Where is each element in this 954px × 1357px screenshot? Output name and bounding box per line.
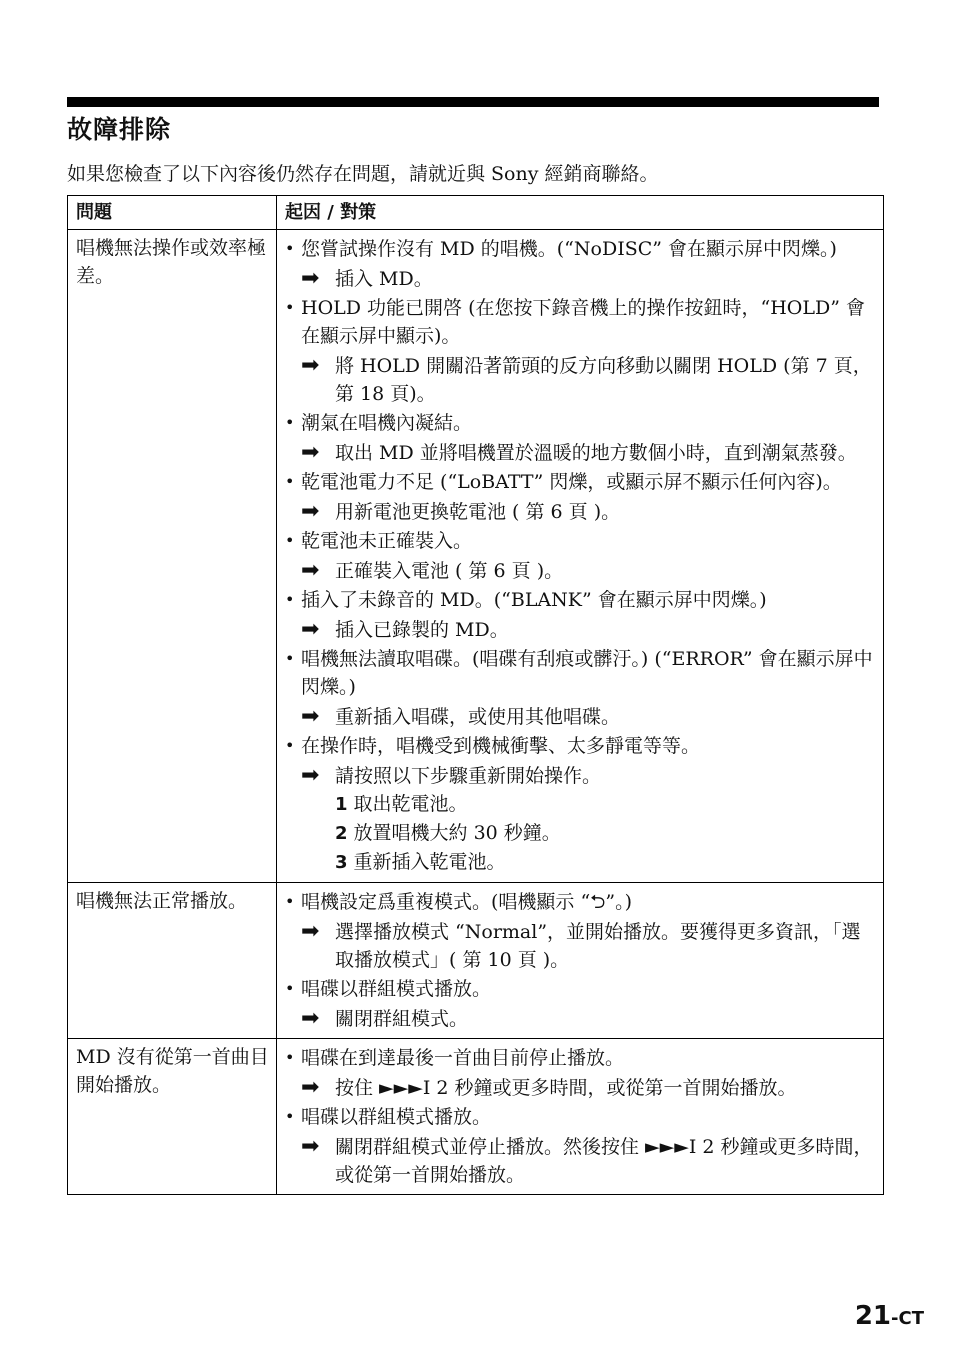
step-item: [285, 819, 877, 848]
remedy-text: 將 HOLD 開關沿著箭頭的反方向移動以關閉 HOLD (第 7 頁，第 18 頁)。: [335, 355, 872, 405]
remedy-text: 取出 MD 並將唱機置於溫暖的地方數個小時，直到潮氣蒸發。: [335, 442, 857, 464]
table-header-row: [68, 196, 884, 230]
remedy-text: 正確裝入電池 ( 第 6 頁 )。: [335, 560, 564, 582]
remedy-item: [285, 265, 877, 293]
remedy-item: [285, 498, 877, 526]
cause-item: • 潮氣在唱機內凝結。: [285, 409, 877, 437]
step-list: [285, 790, 877, 877]
arrow-right-icon: ➡: [301, 440, 320, 465]
intro-text: 如果您檢查了以下內容後仍然存在問題，請就近與 Sony 經銷商聯絡。: [67, 163, 659, 185]
cause-remedy-cell: [277, 883, 884, 1039]
arrow-right-icon: ➡: [301, 499, 320, 524]
arrow-right-icon: ➡: [301, 266, 320, 291]
cause-item: • 唱碟在到達最後一首曲目前停止播放。: [285, 1044, 877, 1072]
remedy-item: [285, 616, 877, 644]
remedy-item: [285, 1074, 877, 1102]
arrow-right-icon: ➡: [301, 558, 320, 583]
step-number: 3: [335, 852, 348, 873]
step-item: [285, 790, 877, 819]
header-problem: 問題: [68, 196, 277, 230]
remedy-text: 按住 ►►►I 2 秒鐘或更多時間，或從第一首開始播放。: [335, 1077, 797, 1099]
step-item: [285, 848, 877, 877]
table-row: [68, 1039, 884, 1195]
cause-item: • HOLD 功能已開啓 (在您按下錄音機上的操作按鈕時，“HOLD” 會在顯示屏中顯示)。: [285, 294, 877, 350]
remedy-text: 請按照以下步驟重新開始操作。: [335, 765, 602, 787]
cause-item: • 唱碟以群組模式播放。: [285, 975, 877, 1003]
problem-cell: MD 沒有從第一首曲目開始播放。: [68, 1039, 277, 1195]
page-title: 故障排除: [67, 115, 172, 144]
remedy-text: 重新插入唱碟，或使用其他唱碟。: [335, 706, 621, 728]
section-rule: [67, 97, 879, 107]
problem-cell: 唱機無法正常播放。: [68, 883, 277, 1039]
step-number: 2: [335, 823, 348, 844]
step-text: 重新插入乾電池。: [353, 851, 506, 873]
remedy-item: [285, 918, 877, 974]
remedy-item: [285, 1133, 877, 1189]
arrow-right-icon: ➡: [301, 763, 320, 788]
arrow-right-icon: ➡: [301, 617, 320, 642]
table-row: [68, 230, 884, 883]
cause-item: • 唱機無法讀取唱碟。(唱碟有刮痕或髒汙。) (“ERROR” 會在顯示屏中閃爍。): [285, 645, 877, 701]
cause-item: • 唱機設定爲重複模式。(唱機顯示 “⮌”。): [285, 888, 877, 916]
arrow-right-icon: ➡: [301, 919, 320, 944]
remedy-text: 關閉群組模式。: [335, 1008, 469, 1030]
step-number: 1: [335, 794, 348, 815]
cause-item: • 插入了未錄音的 MD。(“BLANK” 會在顯示屏中閃爍。): [285, 586, 877, 614]
remedy-text: 選擇播放模式 “Normal”，並開始播放。要獲得更多資訊，「選取播放模式」( 第 10 頁 )。: [335, 921, 861, 971]
arrow-right-icon: ➡: [301, 353, 320, 378]
remedy-text: 用新電池更換乾電池 ( 第 6 頁 )。: [335, 501, 621, 523]
remedy-item: [285, 1005, 877, 1033]
cause-item: • 乾電池未正確裝入。: [285, 527, 877, 555]
table-row: [68, 883, 884, 1039]
remedy-item: [285, 557, 877, 585]
remedy-item: [285, 439, 877, 467]
troubleshooting-table: [67, 195, 884, 1195]
arrow-right-icon: ➡: [301, 704, 320, 729]
remedy-item: [285, 703, 877, 731]
remedy-text: 關閉群組模式並停止播放。然後按住 ►►►I 2 秒鐘或更多時間，或從第一首開始播放。: [335, 1136, 873, 1186]
cause-item: • 您嘗試操作沒有 MD 的唱機。(“NoDISC” 會在顯示屏中閃爍。): [285, 235, 877, 263]
cause-item: • 乾電池電力不足 (“LoBATT” 閃爍，或顯示屏不顯示任何內容)。: [285, 468, 877, 496]
arrow-right-icon: ➡: [301, 1006, 320, 1031]
cause-remedy-cell: [277, 230, 884, 883]
remedy-item: [285, 352, 877, 408]
problem-cell: 唱機無法操作或效率極差。: [68, 230, 277, 883]
remedy-text: 插入已錄製的 MD。: [335, 619, 509, 641]
remedy-item: [285, 762, 877, 790]
page-number-value: 21: [854, 1301, 892, 1331]
header-cause-remedy: 起因 / 對策: [277, 196, 884, 230]
remedy-text: 插入 MD。: [335, 268, 433, 290]
page-number: [855, 1301, 924, 1331]
cause-item: • 在操作時，唱機受到機械衝擊、太多靜電等等。: [285, 732, 877, 760]
step-text: 放置唱機大約 30 秒鐘。: [353, 822, 561, 844]
cause-item: • 唱碟以群組模式播放。: [285, 1103, 877, 1131]
arrow-right-icon: ➡: [301, 1075, 320, 1100]
arrow-right-icon: ➡: [301, 1134, 320, 1159]
cause-remedy-cell: [277, 1039, 884, 1195]
step-text: 取出乾電池。: [353, 793, 468, 815]
page-number-suffix: -CT: [891, 1308, 924, 1329]
